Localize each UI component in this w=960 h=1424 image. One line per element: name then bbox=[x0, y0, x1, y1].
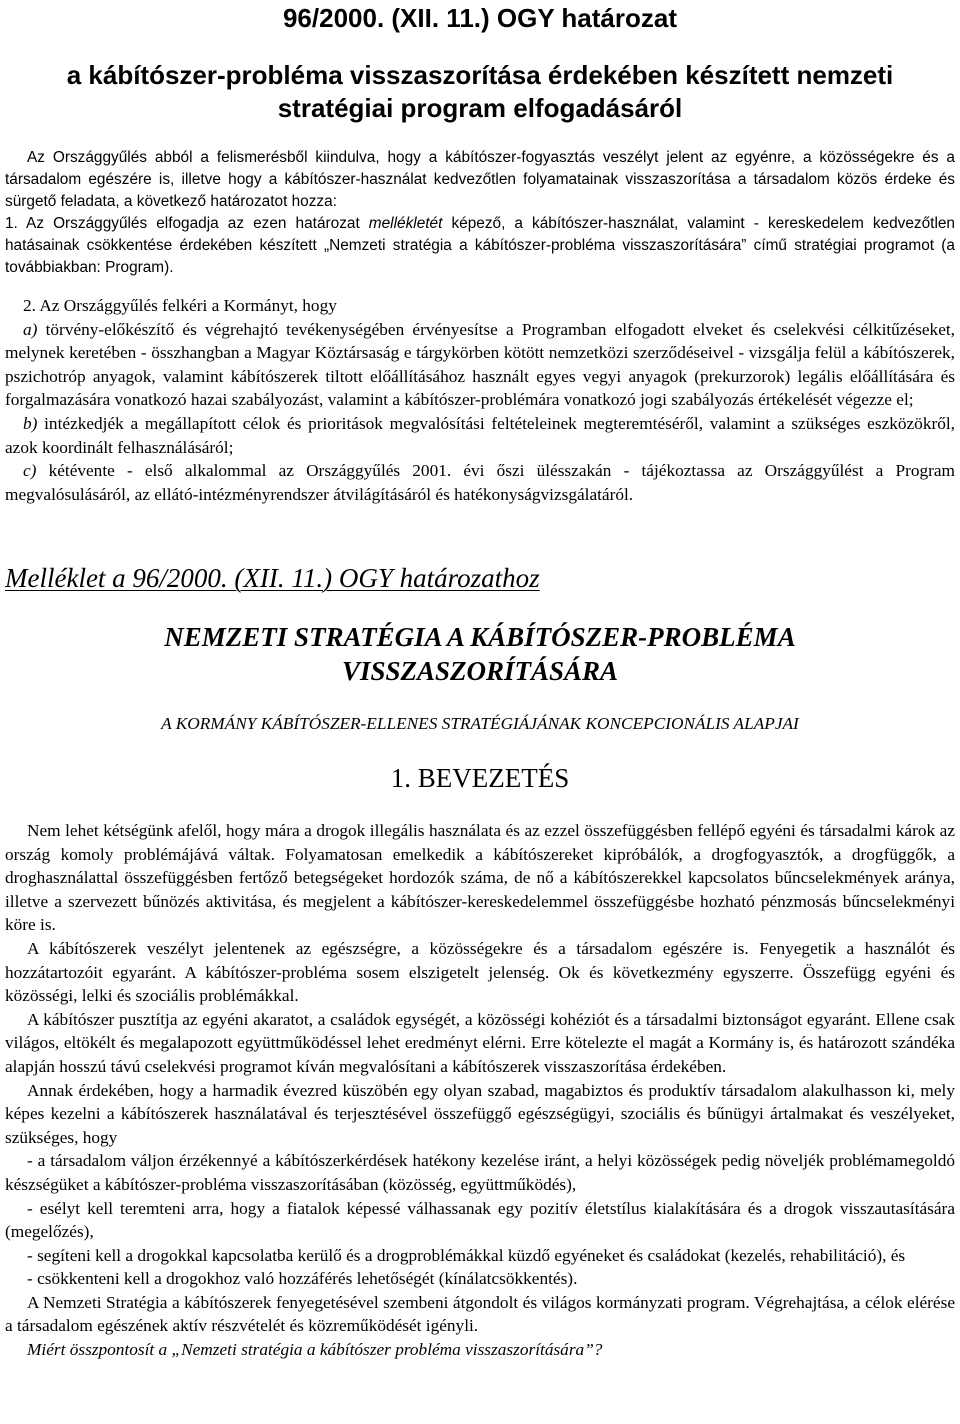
intro-paragraph: Az Országgyűlés abból a felismerésből kiindulva, hogy a kábítószer-fogyasztás veszélyt jelent az egyénre, a közösségekre és a társadalom egészére is, illetve hogy a kábítószer-használat kedvezőtlen folyamatainak visszaszorítása a társadalom közös érdeke és sürgető feladata, a következő határozatot hozza: bbox=[5, 149, 955, 210]
point-c-label: c) bbox=[23, 461, 37, 481]
point-b-text: intézkedjék a megállapított célok és prioritások megvalósítási feltételeinek megteremtéséről, valamint a szükséges eszközökről, azok koordinált felhasználásáról; bbox=[5, 413, 955, 457]
body-paragraph-4: Annak érdekében, hogy a harmadik évezred küszöbén egy olyan szabad, magabiztos és produktív társadalom alakulhasson ki, mely képes kezelni a kábítószerek használatával és terjesztésével összefüggő egészségügyi, szociális és bűnügyi ártalmakat és veszélyeket, szükséges, hogy bbox=[5, 1080, 955, 1147]
bullet-prevention: - esélyt kell teremteni arra, hogy a fiatalok képessé válhassanak egy pozitív életstílus kialakítására és a drogok visszautasítására (megelőzés), bbox=[5, 1198, 955, 1242]
point-c-paragraph bbox=[5, 459, 955, 506]
resolution-text bbox=[5, 147, 955, 279]
document-subtitle-line-1: a kábítószer-probléma visszaszorítása érdekében készített nemzeti bbox=[66, 60, 894, 90]
body-paragraph-1: Nem lehet kétségünk afelől, hogy mára a drogok illegális használata és az ezzel összefüggésben fellépő egyéni és társadalmi károk az ország komoly problémájává váltak. Folyamatosan emelkedik a kábítószereket kipróbálók, a drogfogyasztók, a drogfüggők, a droghasználattal összefüggésben fertőző betegségeket hordozók száma, de nő a kábítószerekkel kapcsolatos bűncselekmények aránya, illetve a szervezett bűnözés aktivitása, és megjelent a kábítószer-kereskedelemmel összefüggésbe hozható pénzmosás bűncselekményi köre is. bbox=[5, 821, 955, 935]
bullet-treatment: - segíteni kell a drogokkal kapcsolatba kerülő és a drogproblémákkal küzdő egyéneket és családokat (kezelés, rehabilitáció), és bbox=[27, 1245, 906, 1265]
bullet-community: - a társadalom váljon érzékennyé a kábítószerkérdések hatékony kezelése iránt, a helyi közösségek pedig növeljék problémamegoldó készségüket a kábítószer-probléma visszaszorításában (közösség, együttműködés), bbox=[5, 1151, 955, 1194]
document-title: 96/2000. (XII. 11.) OGY határozat bbox=[282, 3, 678, 33]
point-1-annex-word: mellékletét bbox=[368, 215, 443, 232]
introduction-body bbox=[5, 819, 955, 1362]
bullet-supply-reduction: - csökkenteni kell a drogokhoz való hozzáférés lehetőségét (kínálatcsökkentés). bbox=[27, 1269, 578, 1289]
strategy-title-line-2: VISSZASZORÍTÁSÁRA bbox=[341, 656, 619, 686]
body-paragraph-2: A kábítószerek veszélyt jelentenek az egészségre, a közösségekre és a társadalom egészére is. Fenyegetik a használót és hozzátartozóit egyaránt. A kábítószer-probléma sosem elszigetelt jelenség. Ok és következmény egyszerre. Összefügg egyéni és közösségi, lelki és szociális problémákkal. bbox=[5, 938, 955, 1006]
point-1-text-end: képező, a kábítószer-használat, valamint - kereskedelem kedvezőtlen hatásainak csökkentése érdekében készített „Nemzeti stratégia a kábítószer-probléma visszaszorítására” című stratégiai programot (a továbbiakban: Program). bbox=[5, 215, 955, 276]
closing-question: Miért összpontosít a „Nemzeti stratégia a kábítószer probléma visszaszorítására”? bbox=[27, 1340, 603, 1360]
chapter-heading: 1. BEVEZETÉS bbox=[390, 763, 570, 793]
point-a-text: törvény-előkészítő és végrehajtó tevékenységében érvényesítse a Programban elfogadott elveket és cselekvési célkitűzéseket, melynek keretében - összhangban a Magyar Köztársaság e tárgykörben kötött nemzetközi szerződéseivel - vizsgálja felül a kábítószerek, pszichotróp anyagok, valamint kábítószerek tiltott előállításához használt egyes vegyi anyagok (prekurzorok) legális előállítására és forgalmazására vonatkozó hazai szabályozást, valamint a kábítószer-problémára vonatkozó jogi szabályozás értékelését végezze el; bbox=[5, 319, 955, 410]
strategy-subtitle: A KORMÁNY KÁBÍTÓSZER-ELLENES STRATÉGIÁJÁNAK KONCEPCIONÁLIS ALAPJAI bbox=[161, 714, 799, 733]
government-request-text bbox=[5, 294, 955, 506]
point-c-text: kétévente - első alkalommal az Országgyűlés 2001. évi őszi ülésszakán - tájékoztassa az Országgyűlést a Program megvalósulásáról, az ellátó-intézményrendszer átvilágításáról és hatékonyságvizsgálatáról. bbox=[5, 461, 955, 504]
point-2-paragraph: 2. Az Országgyűlés felkéri a Kormányt, hogy bbox=[23, 296, 337, 315]
annex-title: Melléklet a 96/2000. (XII. 11.) OGY határozathoz bbox=[5, 563, 540, 593]
body-paragraph-3: A kábítószer pusztítja az egyéni akaratot, a családok egységét, a közösségi kohéziót és a társadalmi biztonságot egyaránt. Ellene csak világos, eltökélt és megalapozott együttműködéssel lehet eredményt elérni. Erre kötelezte el magát a Kormány is, és határozott szándéka alapján hosszú távú cselekvési programot kíván megvalósítani a kábítószerek visszaszorítása érdekében. bbox=[5, 1009, 955, 1076]
point-1-text-start: 1. Az Országgyűlés elfogadja az ezen határozat bbox=[5, 215, 369, 232]
point-b-paragraph bbox=[5, 412, 955, 459]
point-a-label: a) bbox=[23, 319, 38, 339]
point-a-paragraph bbox=[5, 318, 955, 412]
point-b-label: b) bbox=[23, 413, 38, 433]
body-paragraph-5: A Nemzeti Stratégia a kábítószerek fenyegetésével szembeni átgondolt és világos kormányzati program. Végrehajtása, a célok elérése a társadalom egészének aktív részvételét és közreműködését igényli. bbox=[5, 1292, 955, 1336]
strategy-title-line-1: NEMZETI STRATÉGIA A KÁBÍTÓSZER-PROBLÉMA bbox=[164, 622, 796, 652]
document-subtitle-line-2: stratégiai program elfogadásáról bbox=[277, 93, 683, 123]
point-1-paragraph bbox=[5, 213, 955, 279]
